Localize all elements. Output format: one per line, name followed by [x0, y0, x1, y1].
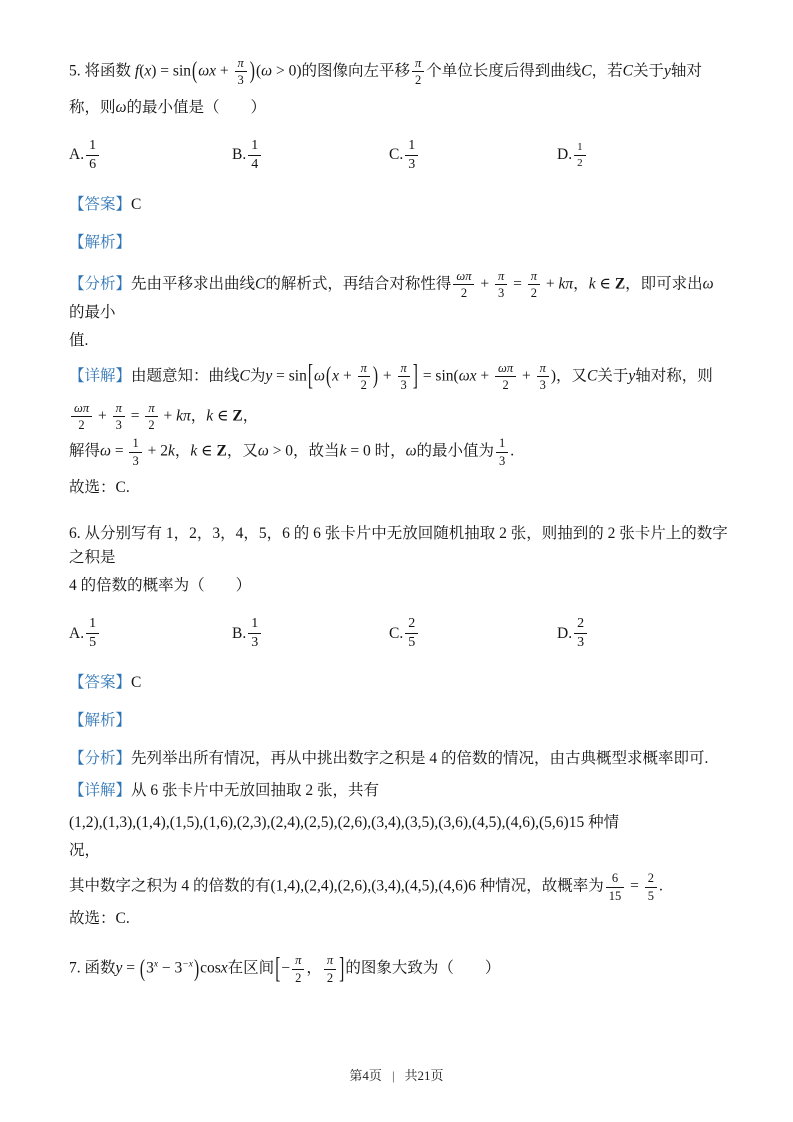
q6-detail-line1: 【详解】从 6 张卡片中无放回抽取 2 张，共有 — [69, 782, 380, 800]
q5-options — [69, 138, 729, 173]
q6-options — [69, 616, 729, 651]
q6-conclusion: 故选：C. — [69, 910, 130, 928]
q5-stem-line2: 称，则ω的最小值是（ ） — [69, 98, 266, 116]
q6-tuple-list: (1,2),(1,3),(1,4),(1,5),(1,6),(2,3),(2,4),(2,5),(2,6),(3,4),(3,5),(3,6),(4,5),(4,6),(5,6)15 种情 — [69, 814, 620, 832]
footer-separator: | — [391, 1068, 395, 1083]
question-7 — [69, 953, 729, 985]
q5-analysis-line1: 【分析】先由平移求出曲线C的解析式，再结合对称性得 $\frac{\omega\pi}{2}$ + $\frac{\pi}{3}$ = $\frac{\pi}{2}$ + kπ，k ∈ Z，即可求出ω的最小 — [69, 268, 714, 321]
q6-option-a: A. $\frac{1}{5}$ — [69, 616, 232, 651]
q5-option-a: A. $\frac{1}{6}$ — [69, 138, 232, 173]
q6-option-b: B. $\frac{1}{3}$ — [232, 616, 389, 651]
q6-answer: 【答案】C — [69, 674, 142, 692]
page-content — [69, 56, 729, 995]
q5-analysis-line2: 值. — [69, 331, 89, 349]
q6-option-d: D. $\frac{2}{3}$ — [557, 616, 729, 651]
q5-option-b: B. $\frac{1}{4}$ — [232, 138, 389, 173]
q6-analysis: 【分析】先列举出所有情况，再从中挑出数字之积是 4 的倍数的情况，由古典概型求概率即可. — [69, 750, 709, 768]
q5-stem-line1: 5. 将函数 f(x) = sin(ωx + $\frac{\pi}{3}$ )(ω > 0)的图像向左平移 $\frac{\pi}{2}$ 个单位长度后得到曲线C，若C关于y轴对 — [69, 56, 702, 88]
q5-conclusion: 故选：C. — [69, 479, 130, 497]
footer-page-number: 第4页 — [349, 1068, 382, 1083]
q6-multiples: 其中数字之积为 4 的倍数的有(1,4),(2,4),(2,6),(3,4),(4,5),(4,6)6 种情况，故概率为 $\frac{6}{15}$ = $\frac{2}{5}$ . — [69, 871, 663, 903]
question-6 — [69, 522, 729, 931]
q7-stem: 7. 函数$y = (3^x - 3^{-x})\cos x$在区间[− $\frac{\pi}{2}$ ， $\frac{\pi}{2}$ ]的图象大致为（ ） — [69, 952, 501, 985]
q6-stem-line2: 4 的倍数的概率为（ ） — [69, 577, 252, 595]
q5-option-d: D. $\frac{1}{2}$ — [557, 141, 729, 169]
q6-tuple-wrap: 况， — [69, 842, 101, 860]
page-footer — [0, 1065, 793, 1084]
q5-option-c: C. $\frac{1}{3}$ — [389, 138, 557, 173]
footer-total-pages: 共21页 — [404, 1068, 444, 1083]
q6-stem-line1: 6. 从分别写有 1，2，3，4，5，6 的 6 张卡片中无放回随机抽取 2 张，则抽到的 2 张卡片上的数字之积是 — [69, 525, 728, 567]
q5-solve: 解得ω = $\frac{1}{3}$ + 2k，k ∈ Z，又ω > 0，故当k = 0 时，ω的最小值为 $\frac{1}{3}$ . — [69, 436, 515, 468]
q5-jiexi-label: 【解析】 — [69, 233, 132, 251]
q5-answer: 【答案】C — [69, 195, 142, 213]
q6-option-c: C. $\frac{2}{5}$ — [389, 616, 557, 651]
question-5 — [69, 56, 729, 500]
q5-detail: 【详解】由题意知：曲线C为y = sin[ω(x + $\frac{\pi}{2}$ ) + $\frac{\pi}{3}$ ] = sin(ωx + $\frac{\omega\pi}{2}$ + $\frac{\pi}{3}$ )，又C关于y轴对称，则 — [69, 360, 713, 393]
q6-jiexi-label: 【解析】 — [69, 712, 132, 730]
q5-equation: $\frac{\omega\pi}{2}$ + $\frac{\pi}{3}$ = $\frac{\pi}{2}$ + kπ，k ∈ Z， — [69, 401, 729, 433]
